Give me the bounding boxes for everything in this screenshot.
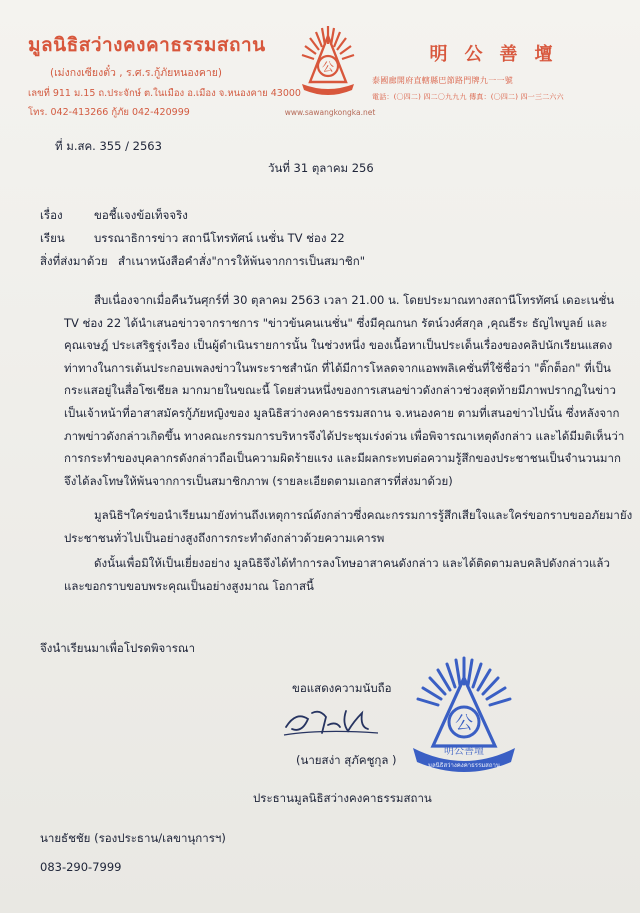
org-subtitle: (เม่งกงเซียงตั๋ว , ร.ศ.ร.กู้ภัยหนองคาย) [50, 67, 223, 79]
paragraph-line: จึงได้ลงโทษให้พ้นจากการเป็นสมาชิกภาพ (รายละเอียดตามเอกสารที่ส่งมาด้วย) [64, 473, 453, 488]
website-text: www.sawangkongka.net [284, 108, 376, 117]
signature-scribble-icon [282, 703, 382, 739]
paragraph-line: ภาพข่าวดังกล่าวเกิดขึ้น ทางคณะกรรมการบริหารจึงได้ประชุมเร่งด่วน เพื่อพิจารณาเหตุดังกล่าว และได้มีมติเห็นว่า [64, 428, 625, 443]
paragraph-line: การกระทำของบุคลากรดังกล่าวถือเป็นความผิดร้ายแรง และมีผลกระทบต่อความรู้สึกของประชาชนเป็นจำนวนมาก [64, 451, 621, 466]
reference-number: ที่ ม.สค. 355 / 2563 [55, 139, 162, 153]
letterhead-thai [28, 30, 301, 120]
chinese-phone: 電話：(〇四二) 四二〇九九九 傳真：(〇四二) 四一三二六六 [372, 93, 564, 101]
contact-phone: 083-290-7999 [40, 860, 122, 874]
foundation-logo-icon [296, 20, 360, 100]
paragraph-line: TV ช่อง 22 ได้นำเสนอข่าวจากราชการ "ข่าวข้นคนเนชั่น" ซึ่งมีคุณกนก รัตน์วงศ์สกุล ,คุณธีระ ธัญไพบูลย์ และ [64, 315, 608, 330]
body-paragraph-2 [64, 504, 633, 549]
letter-date: วันที่ 31 ตุลาคม 256 [268, 161, 374, 175]
logo-char: 公 [321, 60, 335, 74]
contact-person: นายธัชชัย (รองประธาน/เลขานุการฯ) [40, 831, 226, 845]
org-name-chinese: 明公善壇 [429, 44, 570, 65]
paragraph-line: คุณเจษฎ์ ประเสริฐรุ่งเรือง เป็นผู้ดำเนินรายการนั้น ในช่วงหนึ่ง ของเนื้อหาเป็นประเด็นเรื่องของคลิปนักเรียนแสดง [64, 338, 613, 353]
seal-ring-text: มูลนิธิสว่างคงคาธรรมสถาน [428, 762, 500, 769]
chinese-address: 泰國廊開府直轄縣巴節路門牌九一一號 [372, 76, 514, 85]
paragraph-line: เป็นเจ้าหน้าที่อาสาสมัครกู้ภัยหญิงของ มูลนิธิสว่างคงคาธรรมสถาน จ.หนองคาย ตามที่เสนอข่าวไปนั้น ซึ่งหลังจาก [64, 405, 620, 420]
signer-title: ประธานมูลนิธิสว่างคงคาธรรมสถาน [253, 791, 432, 805]
org-phone: โทร. 042-413266 กู้ภัย 042-420999 [28, 107, 190, 118]
paragraph-line: กระแสอยู่ในสื่อโซเชียล มากมายในขณะนี้ โดยส่วนหนึ่งของการเสนอข่าวดังกล่าวช่วงสุดท้ายมีภาพปรากฏในข่าว [64, 383, 616, 398]
recipient-text: บรรณาธิการข่าว สถานีโทรทัศน์ เนชั่น TV ช่อง 22 [94, 231, 345, 245]
org-address: เลขที่ 911 ม.15 ถ.ประจักษ์ ต.ในเมือง อ.เมือง จ.หนองคาย 43000 [28, 88, 301, 99]
letterhead-chinese [372, 40, 627, 102]
paragraph-line: มูลนิธิฯใคร่ขอนำเรียนมายังท่านถึงเหตุการณ์ดังกล่าวซึ่งคณะกรรมการรู้สึกเสียใจและใคร่ขอกราบขออภัยมายัง [94, 508, 633, 522]
seal-chinese-text: 明公善壇 [444, 746, 484, 757]
recipient-label: เรียน [40, 231, 65, 245]
foundation-seal-icon [405, 650, 523, 778]
paragraph-line: ประชาชนทั่วไปเป็นอย่างสูงถึงการกระทำดังกล่าวด้วยความเคารพ [64, 530, 385, 545]
closing-regards: ขอแสดงความนับถือ [292, 681, 392, 695]
org-name-thai: มูลนิธิสว่างคงคาธรรมสถาน [28, 34, 266, 56]
enclosure-label: สิ่งที่ส่งมาด้วย [40, 254, 108, 268]
enclosure-text: สำเนาหนังสือคำสั่ง"การให้พ้นจากการเป็นสมาชิก" [118, 254, 365, 268]
signer-name: (นายสง่า สุภัคชูกุล ) [296, 753, 397, 767]
paragraph-line: ดังนั้นเพื่อมิให้เป็นเยี่ยงอย่าง มูลนิธิจึงได้ทำการลงโทษอาสาคนดังกล่าว และได้ติดตามลบคลิปดังกล่าวแล้ว [94, 556, 610, 570]
seal-char: 公 [455, 713, 473, 734]
paragraph-line: และขอกราบขอบพระคุณเป็นอย่างสูงมาณ โอกาสนี้ [64, 578, 314, 593]
body-paragraph-1 [64, 289, 625, 492]
subject-label: เรื่อง [40, 208, 63, 222]
subject-text: ขอชี้แจงข้อเท็จจริง [94, 208, 188, 222]
body-paragraph-3 [64, 552, 610, 597]
paragraph-line: สืบเนื่องจากเมื่อคืนวันศุกร์ที่ 30 ตุลาคม 2563 เวลา 21.00 น. โดยประมาณทางสถานีโทรทัศน์ เดอะเนชั่น [94, 293, 615, 307]
paragraph-line: ท่าทางในการเต้นประกอบเพลงข่าวในพระราชสำนัก ที่ได้มีการโหลดจากแอพพลิเคชั่นที่ใช้ชื่อว่า "ติ๊กต็อก" ที่เป็น [64, 360, 611, 375]
closing-request: จึงนำเรียนมาเพื่อโปรดพิจารณา [40, 641, 196, 655]
